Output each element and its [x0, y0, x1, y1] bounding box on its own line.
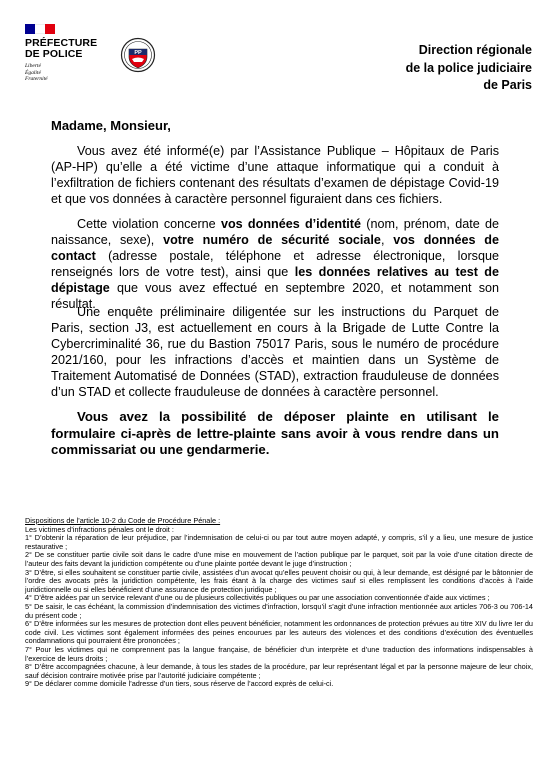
legal-intro: Les victimes d’infractions pénales ont le droit : — [25, 524, 174, 534]
legal-item: 2° De se constituer partie civile soit dans le cadre d’une mise en mouvement de l’action publique par le parquet, soit par la voie d’une citation directe de l’auteur des faits devant la juridiction compétente ou d’une plainte portée devant le juge d’instruction ; — [25, 550, 533, 568]
legal-item: 4° D’être aidées par un service relevant d’une ou de plusieurs collectivités publiques ou par une association conventionnée d’aide aux victimes ; — [25, 593, 490, 603]
marianne-flag-icon — [25, 24, 55, 34]
paragraph-investigation: Une enquête préliminaire diligentée sur les instructions du Parquet de Paris, section J3, est actuellement en cours à la Brigade de Lutte Contre la Cybercriminalité 36, rue du Bastion 75017 Paris, sous le numéro de procédure 2021/160, pour les infractions d’accès et maintien dans un Système de Traitement Automatisé de Données (STAD), extraction frauduleuse de données d’un STAD et collecte frauduleuse de données à caractère personnel. — [51, 305, 499, 399]
legal-item: 7° Pour les victimes qui ne comprennent pas la langue française, de bénéficier d’un interprète et d’une traduction des informations indispensables à l’exercice de leurs droits ; — [25, 644, 533, 663]
legal-item: 9° De déclarer comme domicile l’adresse d’un tiers, sous réserve de l’accord exprès de celui-ci. — [25, 679, 334, 689]
legal-item: 5° De saisir, le cas échéant, la commission d’indemnisation des victimes d’infraction, lorsqu’il s’agit d’une infraction mentionnée aux articles 706-3 ou 706-14 du présent code ; — [25, 601, 533, 620]
svg-text:PP: PP — [134, 50, 142, 56]
department-name: Direction régionale de la police judiciaire de Paris — [405, 43, 532, 92]
salutation: Madame, Monsieur, — [51, 118, 171, 133]
paragraph-data-breach: Cette violation concerne vos données d’identité (nom, prénom, date de naissance, sexe), votre numéro de sécurité sociale, vos données de contact (adresse postale, téléphone et adresse électronique, lorsque renseignés lors de votre test), ainsi que les données relatives au test de dépistage que vous avez effectué en septembre 2020, et notamment son résultat. — [51, 217, 500, 311]
org-name: PRÉFECTURE DE POLICE — [25, 37, 98, 60]
legal-item: 3° D’être, si elles souhaitent se constituer partie civile, assistées d’un avocat qu’elles peuvent choisir ou qui, à leur demande, est désigné par le bâtonnier de l’ordre des avocats près la juridiction compétente, les frais étant à la charge des victimes sauf si elles remplissent les conditions d’accès à l’aide juridictionnelle ou si elles bénéficient d’une assurance de protection juridique ; — [25, 567, 533, 594]
prefecture-logo — [25, 24, 103, 83]
motto: Liberté Égalité Fraternité — [25, 63, 48, 82]
legal-provisions — [25, 517, 533, 689]
paragraph-complaint-option: Vous avez la possibilité de déposer plainte en utilisant le formulaire ci-après de lettre-plainte sans avoir à vous rendre dans un commissariat ou une gendarmerie. — [51, 409, 499, 457]
legal-item: 1° D’obtenir la réparation de leur préjudice, par l’indemnisation de celui-ci ou par tout autre moyen adapté, y compris, s’il y a lieu, une mesure de justice restaurative ; — [25, 533, 533, 551]
legal-title: Dispositions de l’article 10-2 du Code de Procédure Pénale : — [25, 516, 221, 525]
police-badge-icon — [120, 37, 156, 73]
legal-item: 6° D’être informées sur les mesures de protection dont elles peuvent bénéficier, notamment les ordonnances de protection prévues au titre XIV du livre Ier du code civil. Les victimes sont également informées des peines encourues par les auteurs des violences et des conditions d’exécution des éventuelles condamnations qui pourraient être prononcées ; — [25, 619, 533, 646]
legal-item: 8° D’être accompagnées chacune, à leur demande, à tous les stades de la procédure, par leur représentant légal et par la personne majeure de leur choix, sauf décision contraire motivée prise par l’autorité judiciaire compétente ; — [25, 662, 533, 680]
paragraph-notification: Vous avez été informé(e) par l’Assistance Publique – Hôpitaux de Paris (AP-HP) qu’elle a été victime d’une attaque informatique qui a conduit à l’exfiltration de fichiers contenant des résultats d’examen de dépistage Covid-19 et que vos données à caractère personnel figuraient dans ces fichiers. — [51, 144, 499, 206]
